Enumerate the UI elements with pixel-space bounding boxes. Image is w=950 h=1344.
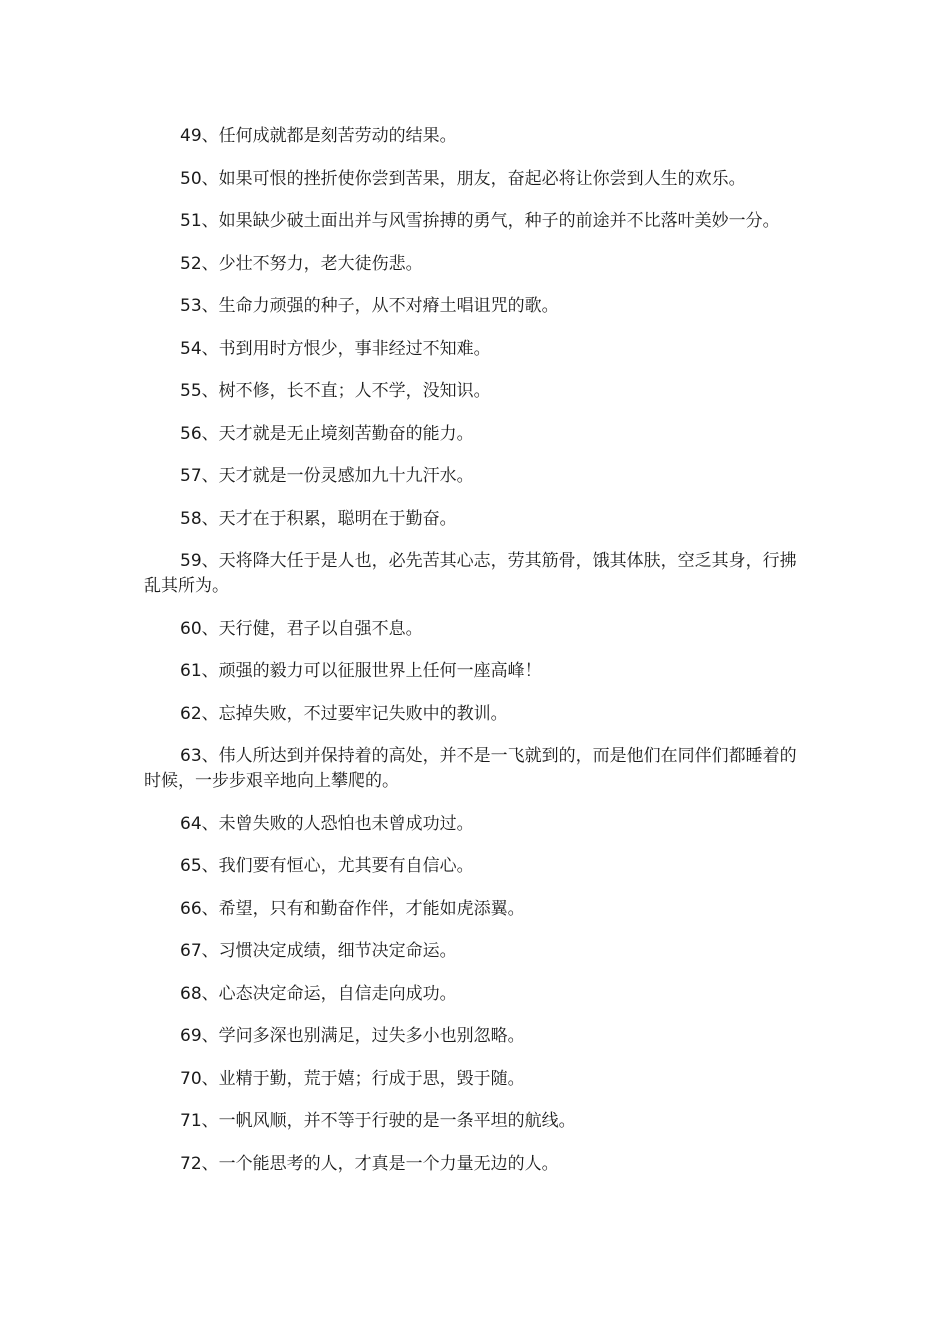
quote-62: 62、忘掉失败，不过要牢记失败中的教训。 <box>180 703 508 724</box>
quote-57: 57、天才就是一份灵感加九十九汗水。 <box>180 466 474 486</box>
quote-72: 72、一个能思考的人，才真是一个力量无边的人。 <box>180 1153 559 1174</box>
quote-63: 63、伟人所达到并保持着的高处，并不是一飞就到的，而是他们在同伴们都睡着的时候，一步步艰辛地向上攀爬的。 <box>144 746 797 791</box>
quote-51: 51、如果缺少破土面出并与风雪拚搏的勇气，种子的前途并不比落叶美妙一分。 <box>180 211 780 231</box>
quote-list <box>144 124 810 1194</box>
quote-70: 70、业精于勤，荒于嬉；行成于思，毁于随。 <box>180 1068 525 1089</box>
quote-54: 54、书到用时方恨少，事非经过不知难。 <box>180 338 491 359</box>
quote-50: 50、如果可恨的挫折使你尝到苦果，朋友，奋起必将让你尝到人生的欢乐。 <box>180 168 746 189</box>
quote-69: 69、学问多深也别满足，过失多小也别忽略。 <box>180 1026 525 1046</box>
quote-56: 56、天才就是无止境刻苦勤奋的能力。 <box>180 423 474 444</box>
quote-67: 67、习惯决定成绩，细节决定命运。 <box>180 941 457 961</box>
quote-59: 59、天将降大任于是人也，必先苦其心志，劳其筋骨，饿其体肤，空乏其身，行拂乱其所为。 <box>144 551 797 596</box>
quote-49: 49、任何成就都是刻苦劳动的结果。 <box>180 126 457 146</box>
quote-65: 65、我们要有恒心，尤其要有自信心。 <box>180 856 474 876</box>
quote-52: 52、少壮不努力，老大徒伤悲。 <box>180 253 423 274</box>
quote-58: 58、天才在于积累，聪明在于勤奋。 <box>180 508 457 529</box>
quote-60: 60、天行健，君子以自强不息。 <box>180 618 423 639</box>
quote-61: 61、顽强的毅力可以征服世界上任何一座高峰！ <box>180 661 542 681</box>
quote-71: 71、一帆风顺，并不等于行驶的是一条平坦的航线。 <box>180 1111 576 1131</box>
quote-66: 66、希望，只有和勤奋作伴，才能如虎添翼。 <box>180 898 525 919</box>
quote-64: 64、未曾失败的人恐怕也未曾成功过。 <box>180 813 474 834</box>
quote-68: 68、心态决定命运，自信走向成功。 <box>180 983 457 1004</box>
quote-55: 55、树不修，长不直；人不学，没知识。 <box>180 381 491 401</box>
quote-53: 53、生命力顽强的种子，从不对瘠土唱诅咒的歌。 <box>180 296 559 316</box>
